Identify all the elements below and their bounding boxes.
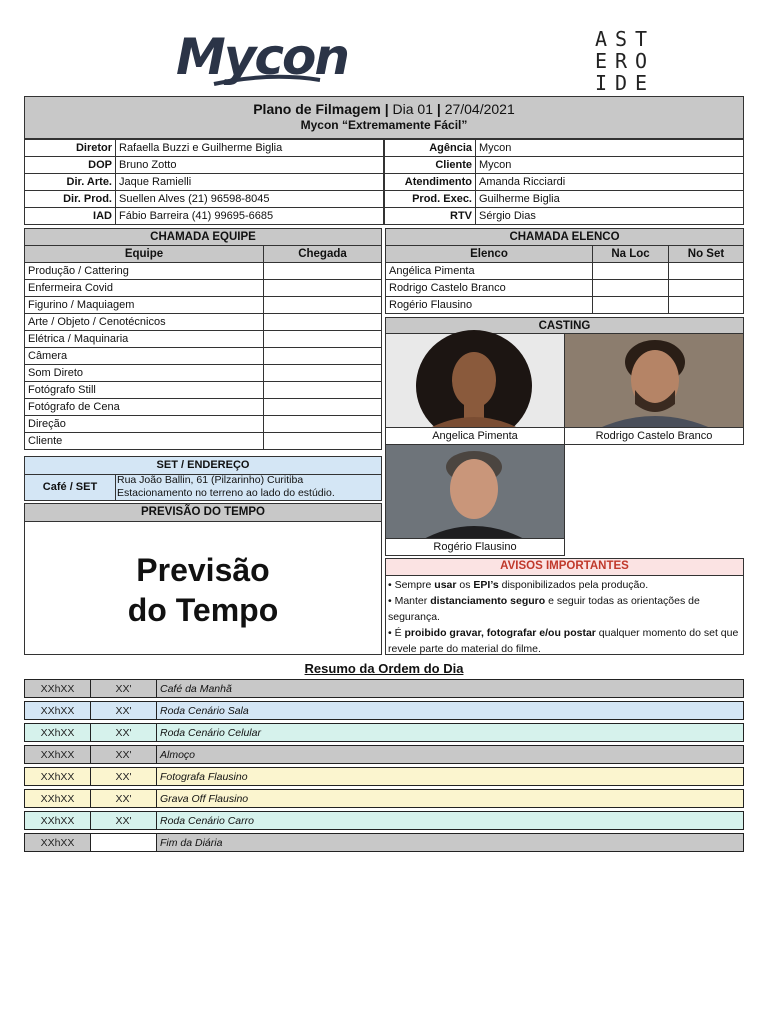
crew-arrival-cell — [264, 348, 382, 365]
cast-set-cell — [669, 263, 744, 280]
info-value: Mycon — [476, 140, 744, 157]
weather-placeholder: Previsão — [136, 552, 270, 588]
crew-row — [25, 297, 382, 314]
crew-arrival-cell — [264, 331, 382, 348]
info-row — [25, 208, 384, 225]
crew-row — [25, 280, 382, 297]
cast-set-cell — [669, 297, 744, 314]
info-value: Rafaella Buzzi e Guilherme Biglia — [116, 140, 384, 157]
schedule-duration: XX' — [91, 702, 157, 720]
portrait-1-image — [386, 334, 564, 430]
crew-arrival-cell — [264, 416, 382, 433]
page-title — [25, 101, 743, 117]
crew-arrival-cell — [264, 399, 382, 416]
cast-name: Angélica Pimenta — [386, 263, 593, 280]
notice-item: • Manter distanciamento seguro e seguir todas as orientações de segurança. — [388, 595, 700, 623]
notice-item: • É proibido gravar, fotografar e/ou postar qualquer momento do set que revele parte do material do filme. — [388, 627, 739, 655]
mycon-logo — [170, 22, 348, 94]
schedule-row — [25, 768, 744, 786]
crew-row — [25, 416, 382, 433]
info-value: Suellen Alves (21) 96598-8045 — [116, 191, 384, 208]
cast-loc-cell — [593, 263, 669, 280]
title-main: Plano de Filmagem — [253, 101, 381, 117]
set-address-box — [24, 456, 382, 501]
info-label: Dir. Prod. — [25, 191, 116, 208]
schedule-description: Café da Manhã — [157, 680, 744, 698]
title-day: Dia 01 — [392, 101, 433, 117]
schedule-duration: XX' — [91, 724, 157, 742]
cast-row — [386, 280, 744, 297]
crew-row — [25, 348, 382, 365]
notices-box — [385, 558, 744, 655]
crew-arrival-cell — [264, 382, 382, 399]
schedule-time: XXhXX — [25, 724, 91, 742]
crew-row — [25, 314, 382, 331]
info-left-table — [24, 139, 384, 225]
schedule-row — [25, 834, 744, 852]
schedule-duration — [91, 834, 157, 852]
cast-call-title: CHAMADA ELENCO — [386, 229, 744, 246]
crew-row — [25, 382, 382, 399]
info-label: Cliente — [385, 157, 476, 174]
crew-role: Fotógrafo Still — [25, 382, 264, 399]
asteroide-logo — [590, 28, 660, 98]
schedule-table — [24, 679, 744, 852]
schedule-row — [25, 724, 744, 742]
schedule-row — [25, 702, 744, 720]
schedule-title: Resumo da Ordem do Dia — [304, 661, 464, 676]
weather-box — [24, 503, 382, 655]
schedule-time: XXhXX — [25, 680, 91, 698]
schedule-description: Roda Cenário Sala — [157, 702, 744, 720]
casting-caption: Angelica Pimenta — [386, 427, 564, 444]
info-value: Fábio Barreira (41) 99695-6685 — [116, 208, 384, 225]
crew-call-table — [24, 228, 382, 450]
crew-arrival-cell — [264, 263, 382, 280]
crew-role: Enfermeira Covid — [25, 280, 264, 297]
schedule-time: XXhXX — [25, 790, 91, 808]
schedule-row — [25, 680, 744, 698]
info-value: Bruno Zotto — [116, 157, 384, 174]
title-date: 27/04/2021 — [444, 101, 515, 117]
cast-loc-cell — [593, 280, 669, 297]
set-address-title: SET / ENDEREÇO — [25, 457, 381, 475]
schedule-row — [25, 812, 744, 830]
crew-role: Elétrica / Maquinaria — [25, 331, 264, 348]
portrait-3-image — [386, 445, 564, 541]
info-row — [385, 174, 744, 191]
schedule-duration: XX' — [91, 746, 157, 764]
crew-role: Som Direto — [25, 365, 264, 382]
crew-arrival-cell — [264, 314, 382, 331]
info-value: Amanda Ricciardi — [476, 174, 744, 191]
title-separator: | — [432, 101, 445, 117]
cast-name: Rogério Flausino — [386, 297, 593, 314]
set-address-label: Café / SET — [25, 474, 116, 500]
subtitle-campaign: “Extremamente Fácil” — [341, 118, 468, 132]
crew-col-arrival: Chegada — [264, 246, 382, 263]
schedule-description: Grava Off Flausino — [157, 790, 744, 808]
page-subtitle — [25, 118, 743, 132]
info-right-table — [384, 139, 744, 225]
schedule-time: XXhXX — [25, 834, 91, 852]
info-label: Diretor — [25, 140, 116, 157]
crew-arrival-cell — [264, 365, 382, 382]
casting-caption: Rogério Flausino — [386, 538, 564, 555]
schedule-time: XXhXX — [25, 812, 91, 830]
info-row — [385, 208, 744, 225]
info-label: RTV — [385, 208, 476, 225]
cast-row — [386, 263, 744, 280]
info-row — [385, 157, 744, 174]
crew-row — [25, 263, 382, 280]
cast-loc-cell — [593, 297, 669, 314]
crew-row — [25, 365, 382, 382]
info-row — [25, 157, 384, 174]
cast-call-table — [385, 228, 744, 314]
info-row — [385, 140, 744, 157]
schedule-row — [25, 746, 744, 764]
schedule-duration: XX' — [91, 790, 157, 808]
info-row — [25, 140, 384, 157]
crew-arrival-cell — [264, 297, 382, 314]
title-separator: | — [380, 101, 393, 117]
schedule-duration: XX' — [91, 812, 157, 830]
set-address-line: Estacionamento no terreno ao lado do estúdio. — [117, 487, 335, 499]
crew-col-team: Equipe — [25, 246, 264, 263]
weather-placeholder: do Tempo — [127, 592, 279, 628]
crew-arrival-cell — [264, 280, 382, 297]
casting-title: CASTING — [385, 317, 744, 334]
info-row — [385, 191, 744, 208]
mycon-logo-text: Mycon — [176, 28, 348, 86]
crew-arrival-cell — [264, 433, 382, 450]
cast-name: Rodrigo Castelo Branco — [386, 280, 593, 297]
schedule-description: Fotografa Flausino — [157, 768, 744, 786]
info-label: DOP — [25, 157, 116, 174]
crew-call-title: CHAMADA EQUIPE — [25, 229, 382, 246]
crew-role: Arte / Objeto / Cenotécnicos — [25, 314, 264, 331]
cast-col-loc: Na Loc — [593, 246, 669, 263]
crew-role: Fotógrafo de Cena — [25, 399, 264, 416]
cast-col-cast: Elenco — [386, 246, 593, 263]
info-label: Atendimento — [385, 174, 476, 191]
asteroide-logo-line: AST — [594, 27, 656, 51]
crew-role: Produção / Cattering — [25, 263, 264, 280]
info-row — [25, 174, 384, 191]
schedule-time: XXhXX — [25, 768, 91, 786]
info-row — [25, 191, 384, 208]
cast-set-cell — [669, 280, 744, 297]
info-label: Agência — [385, 140, 476, 157]
subtitle-client: Mycon — [300, 118, 339, 132]
info-label: IAD — [25, 208, 116, 225]
crew-row — [25, 433, 382, 450]
schedule-duration: XX' — [91, 680, 157, 698]
crew-role: Câmera — [25, 348, 264, 365]
crew-row — [25, 399, 382, 416]
schedule-description: Almoço — [157, 746, 744, 764]
casting-caption: Rodrigo Castelo Branco — [565, 427, 743, 444]
info-value: Jaque Ramielli — [116, 174, 384, 191]
cast-col-set: No Set — [669, 246, 744, 263]
schedule-description: Roda Cenário Carro — [157, 812, 744, 830]
schedule-time: XXhXX — [25, 746, 91, 764]
weather-title: PREVISÃO DO TEMPO — [25, 504, 381, 522]
cast-row — [386, 297, 744, 314]
crew-row — [25, 331, 382, 348]
crew-role: Figurino / Maquiagem — [25, 297, 264, 314]
schedule-description: Roda Cenário Celular — [157, 724, 744, 742]
casting-photo-3 — [385, 444, 565, 556]
notices-title: AVISOS IMPORTANTES — [386, 559, 743, 576]
schedule-duration: XX' — [91, 768, 157, 786]
set-address-line: Rua João Ballin, 61 (Pilzarinho) Curitiba — [117, 474, 304, 486]
portrait-2-image — [565, 334, 743, 430]
info-value: Mycon — [476, 157, 744, 174]
asteroide-logo-line: IDE — [594, 71, 656, 95]
casting-photo-2 — [564, 333, 744, 445]
info-label: Dir. Arte. — [25, 174, 116, 191]
info-value: Guilherme Biglia — [476, 191, 744, 208]
title-block — [24, 96, 744, 139]
asteroide-logo-line: ERO — [594, 49, 656, 73]
crew-role: Direção — [25, 416, 264, 433]
crew-role: Cliente — [25, 433, 264, 450]
schedule-description: Fim da Diária — [157, 834, 744, 852]
schedule-time: XXhXX — [25, 702, 91, 720]
info-label: Prod. Exec. — [385, 191, 476, 208]
casting-photo-1 — [385, 333, 565, 445]
notice-item: • Sempre usar os EPI’s disponibilizados pela produção. — [388, 579, 649, 591]
schedule-row — [25, 790, 744, 808]
info-value: Sérgio Dias — [476, 208, 744, 225]
